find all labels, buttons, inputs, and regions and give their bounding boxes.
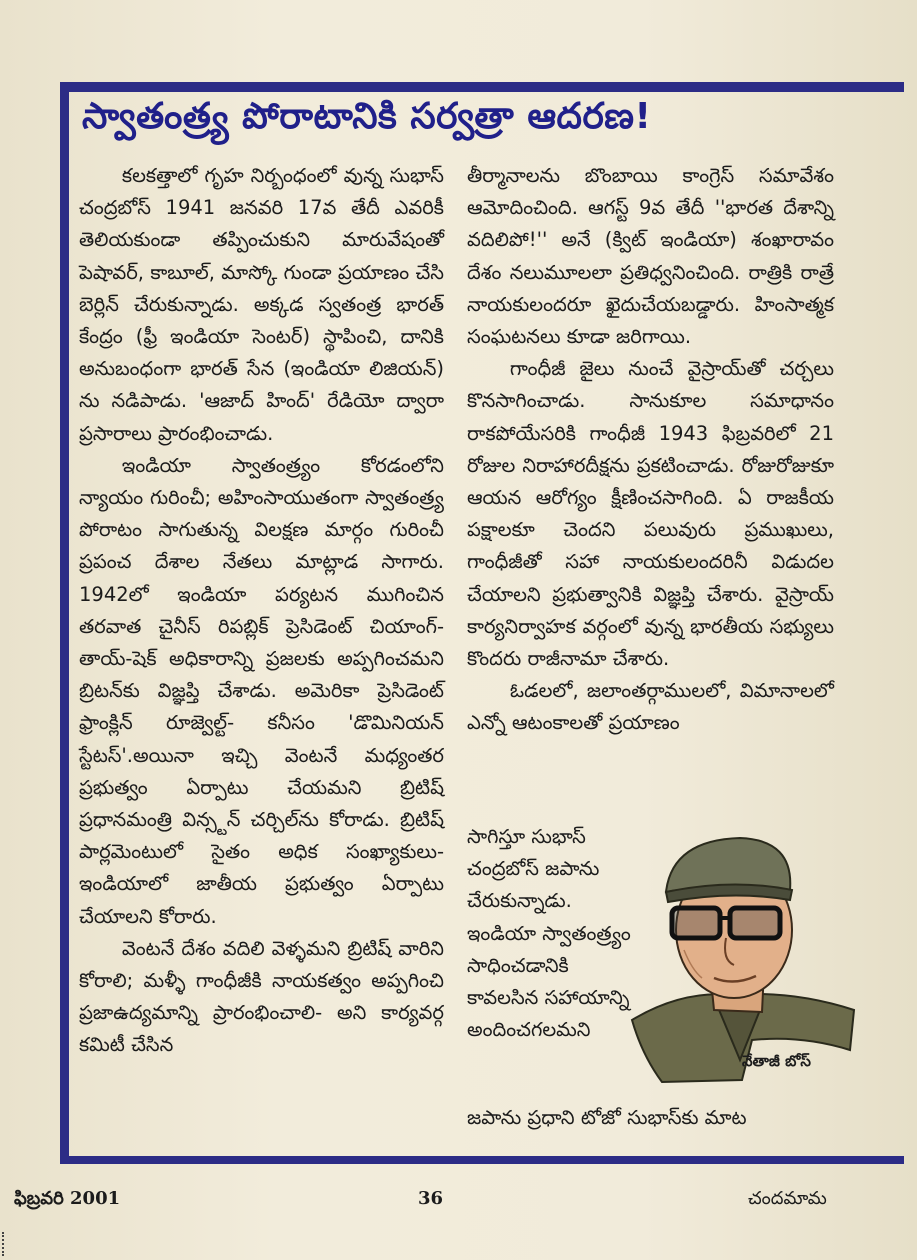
- paragraph: వెంటనే దేశం వదిలి వెళ్ళమని బ్రిటిష్ వారిని కోరాలి; మళ్ళీ గాంధీజీకి నాయకత్వం అప్పగించి ప్రజాఉద్యమాన్ని ప్రారంభించాలి- అని కార్యవర్గ కమిటీ చేసిన: [79, 936, 444, 1057]
- wrapped-paragraph: సాగిస్తూ సుభాస్ చంద్రబోస్ జపాను చేరుకున్నాడు. ఇండియా స్వాతంత్ర్యం సాధించడానికి కావలసిన సహాయాన్ని అందించగలమని: [467, 825, 631, 1042]
- netaji-portrait: [622, 820, 858, 1086]
- right-column: [467, 160, 834, 740]
- issue-date: ఫిబ్రవరి 2001: [14, 1188, 121, 1209]
- portrait-caption: నేతాజీ బోస్: [742, 1052, 811, 1070]
- binding-mark: [2, 1232, 18, 1256]
- portrait-illustration: [622, 820, 858, 1086]
- left-column: [79, 160, 444, 1062]
- magazine-name: చందమామ: [748, 1188, 827, 1209]
- page-number: 36: [418, 1188, 444, 1209]
- paragraph: కలకత్తాలో గృహ నిర్బంధంలో వున్న సుభాస్ చంద్రబోస్ 1941 జనవరి 17వ తేదీ ఎవరికీ తెలియకుండా తప్పించుకుని మారువేషంతో పెషావర్, కాబూల్, మాస్కో గుండా ప్రయాణం చేసి బెర్లిన్ చేరుకున్నాడు. అక్కడ స్వతంత్ర భారత్ కేంద్రం (ఫ్రీ ఇండియా సెంటర్) స్థాపించి, దానికి అనుబంధంగా భారత్ సేన (ఇండియా లిజియన్) ను నడిపాడు. 'ఆజాద్ హింద్' రేడియో ద్వారా ప్రసారాలు ప్రారంభించాడు.: [79, 164, 444, 445]
- paragraph: తీర్మానాలను బొంబాయి కాంగ్రెస్ సమావేశం ఆమోదించింది. ఆగస్ట్ 9వ తేదీ ''భారత దేశాన్ని వదిలిపో!'' అనే (క్విట్ ఇండియా) శంఖారావం దేశం నలుమూలలా ప్రతిధ్వనించింది. రాత్రికి రాత్రే నాయకులందరూ ఖైదుచేయబడ్డారు. హింసాత్మక సంఘటనలు కూడా జరిగాయి.: [467, 164, 834, 349]
- article-title: స్వాతంత్ర్య పోరాటానికి సర్వత్రా ఆదరణ!: [82, 96, 652, 137]
- continued-line: జపాను ప్రధాని టోజో సుభాస్‌కు మాట: [467, 1106, 747, 1129]
- paragraph: గాంధీజీ జైలు నుంచే వైస్రాయ్‌తో చర్చలు కొనసాగించాడు. సానుకూల సమాధానం రాకపోయేసరికి గాంధీజీ 1943 ఫిబ్రవరిలో 21 రోజుల నిరాహారదీక్షను ప్రకటించాడు. రోజురోజుకూ ఆయన ఆరోగ్యం క్షీణించసాగింది. ఏ రాజకీయ పక్షాలకూ చెందని పలువురు ప్రముఖులు, గాంధీజీతో సహా నాయకులందరినీ విడుదల చేయాలని ప్రభుత్వానికి విజ్ఞప్తి చేశారు. వైస్రాయ్ కార్యనిర్వాహక వర్గంలో వున్న భారతీయ సభ్యులు కొందరు రాజీనామా చేశారు.: [467, 357, 834, 671]
- paragraph: ఓడలలో, జలాంతర్గాములలో, విమానాలలో ఎన్నో ఆటంకాలతో ప్రయాణం: [467, 679, 834, 735]
- paragraph: ఇండియా స్వాతంత్ర్యం కోరడంలోని న్యాయం గురించీ; అహింసాయుతంగా స్వాతంత్ర్య పోరాటం సాగుతున్న విలక్షణ మార్గం గురించీ ప్రపంచ దేశాల నేతలు మాట్లాడ సాగారు. 1942లో ఇండియా పర్యటన ముగించిన తరవాత చైనీస్ రిపబ్లిక్ ప్రెసిడెంట్ చియాంగ్-తాయ్-షెక్ అధికారాన్ని ప్రజలకు అప్పగించమని బ్రిటన్‌కు విజ్ఞప్తి చేశాడు. అమెరికా ప్రెసిడెంట్ ఫ్రాంక్లిన్ రూజ్వెల్ట్- కనీసం 'డొమినియన్ స్టేటస్'.అయినా ఇచ్చి వెంటనే మధ్యంతర ప్రభుత్వం ఏర్పాటు చేయమని బ్రిటిష్ ప్రధానమంత్రి విన్స్టన్ చర్చిల్‌ను కోరాడు. బ్రిటిష్ పార్లమెంటులో సైతం అధిక సంఖ్యాకులు- ఇండియాలో జాతీయ ప్రభుత్వం ఏర్పాటు చేయాలని కోరారు.: [79, 453, 444, 928]
